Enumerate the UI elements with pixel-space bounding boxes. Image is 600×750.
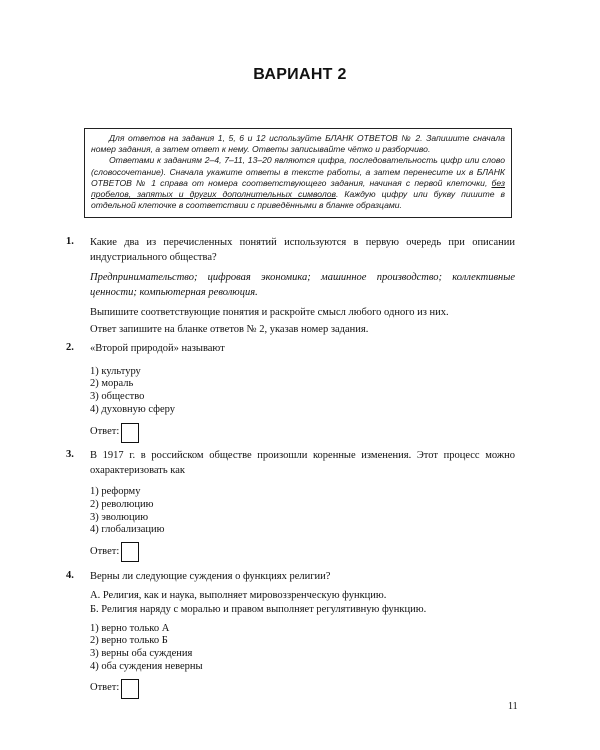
option-item: 4) духовную сферу bbox=[90, 403, 175, 415]
question-3-options bbox=[90, 486, 515, 537]
question-2 bbox=[90, 342, 515, 444]
answer-box[interactable] bbox=[121, 542, 139, 562]
option-item: 2) революцию bbox=[90, 498, 154, 510]
page-number: 11 bbox=[508, 701, 518, 712]
question-3-text: В 1917 г. в российском обществе произошли коренные изменения. Этот процесс можно охарактеризовать как bbox=[90, 450, 515, 476]
question-4-number: 4. bbox=[66, 570, 74, 581]
option-item: 3) верны оба суждения bbox=[90, 648, 193, 660]
question-4-answer bbox=[90, 678, 515, 700]
instructions-underlined-text: без пробелов, запятых и других дополнительных символов bbox=[91, 177, 505, 200]
question-4-text: Верны ли следующие суждения о функциях религии? bbox=[90, 571, 331, 582]
option-item: 1) верно только А bbox=[90, 622, 170, 634]
answer-label: Ответ: bbox=[90, 682, 120, 694]
question-4 bbox=[90, 570, 515, 700]
question-4-statement-a: А. Религия, как и наука, выполняет мировоззренческую функцию. bbox=[90, 589, 387, 601]
option-item: 3) общество bbox=[90, 391, 145, 403]
answer-label: Ответ: bbox=[90, 545, 120, 557]
option-item: 2) верно только Б bbox=[90, 635, 168, 647]
question-3-answer bbox=[90, 541, 515, 563]
answer-box[interactable] bbox=[121, 679, 139, 699]
option-item: 2) мораль bbox=[90, 378, 134, 390]
question-2-options bbox=[90, 366, 515, 417]
question-3-number: 3. bbox=[66, 449, 74, 460]
page-title: ВАРИАНТ 2 bbox=[253, 66, 347, 83]
answer-label: Ответ: bbox=[90, 426, 120, 438]
question-2-answer bbox=[90, 422, 515, 444]
answer-box[interactable] bbox=[121, 423, 139, 443]
instructions-paragraph-1: Для ответов на задания 1, 5, 6 и 12 используйте БЛАНК ОТВЕТОВ № 2. Запишите сначала номер задания, а затем ответ к нему. Ответы записывайте чётко и разборчиво. bbox=[91, 133, 505, 155]
question-3 bbox=[90, 449, 515, 563]
option-item: 4) оба суждения неверны bbox=[90, 660, 203, 672]
question-1-note: Ответ запишите на бланке ответов № 2, указав номер задания. bbox=[90, 323, 369, 335]
option-item: 1) реформу bbox=[90, 486, 141, 497]
question-4-statement-b: Б. Религия наряду с моралью и правом выполняет регулятивную функцию. bbox=[90, 604, 427, 615]
option-item: 3) эволюцию bbox=[90, 511, 149, 523]
instructions-box bbox=[84, 128, 512, 218]
question-1-task: Выпишите соответствующие понятия и раскройте смысл любого одного из них. bbox=[90, 307, 449, 318]
question-1-text: Какие два из перечисленных понятий используются в первую очередь при описании индустриального общества? bbox=[90, 237, 515, 263]
question-4-options bbox=[90, 623, 515, 674]
instructions-paragraph-2 bbox=[91, 155, 505, 211]
option-item: 4) глобализацию bbox=[90, 524, 165, 536]
question-1 bbox=[90, 236, 515, 337]
option-item: 1) культуру bbox=[90, 365, 141, 377]
instructions-text: Ответами к заданиям 2–4, 7–11, 13–20 являются цифра, последовательность цифр или слово (словосочетание). Сначала укажите ответы в тексте работы, а затем перенесите их в БЛАНК ОТВЕТОВ № 1 справа от номера соответствующего задания, начиная с первой клеточки, bbox=[91, 155, 505, 188]
question-1-terms: Предпринимательство; цифровая экономика; машинное производство; коллективные ценности; компьютерная революция. bbox=[90, 272, 515, 298]
question-2-text: «Второй природой» называют bbox=[90, 343, 225, 354]
instructions-text-end: . Каждую цифру или букву пишите в отдельной клеточке в соответствии с приведёнными в бланке образцами. bbox=[91, 189, 505, 211]
question-2-number: 2. bbox=[66, 342, 74, 353]
question-1-number: 1. bbox=[66, 236, 74, 247]
